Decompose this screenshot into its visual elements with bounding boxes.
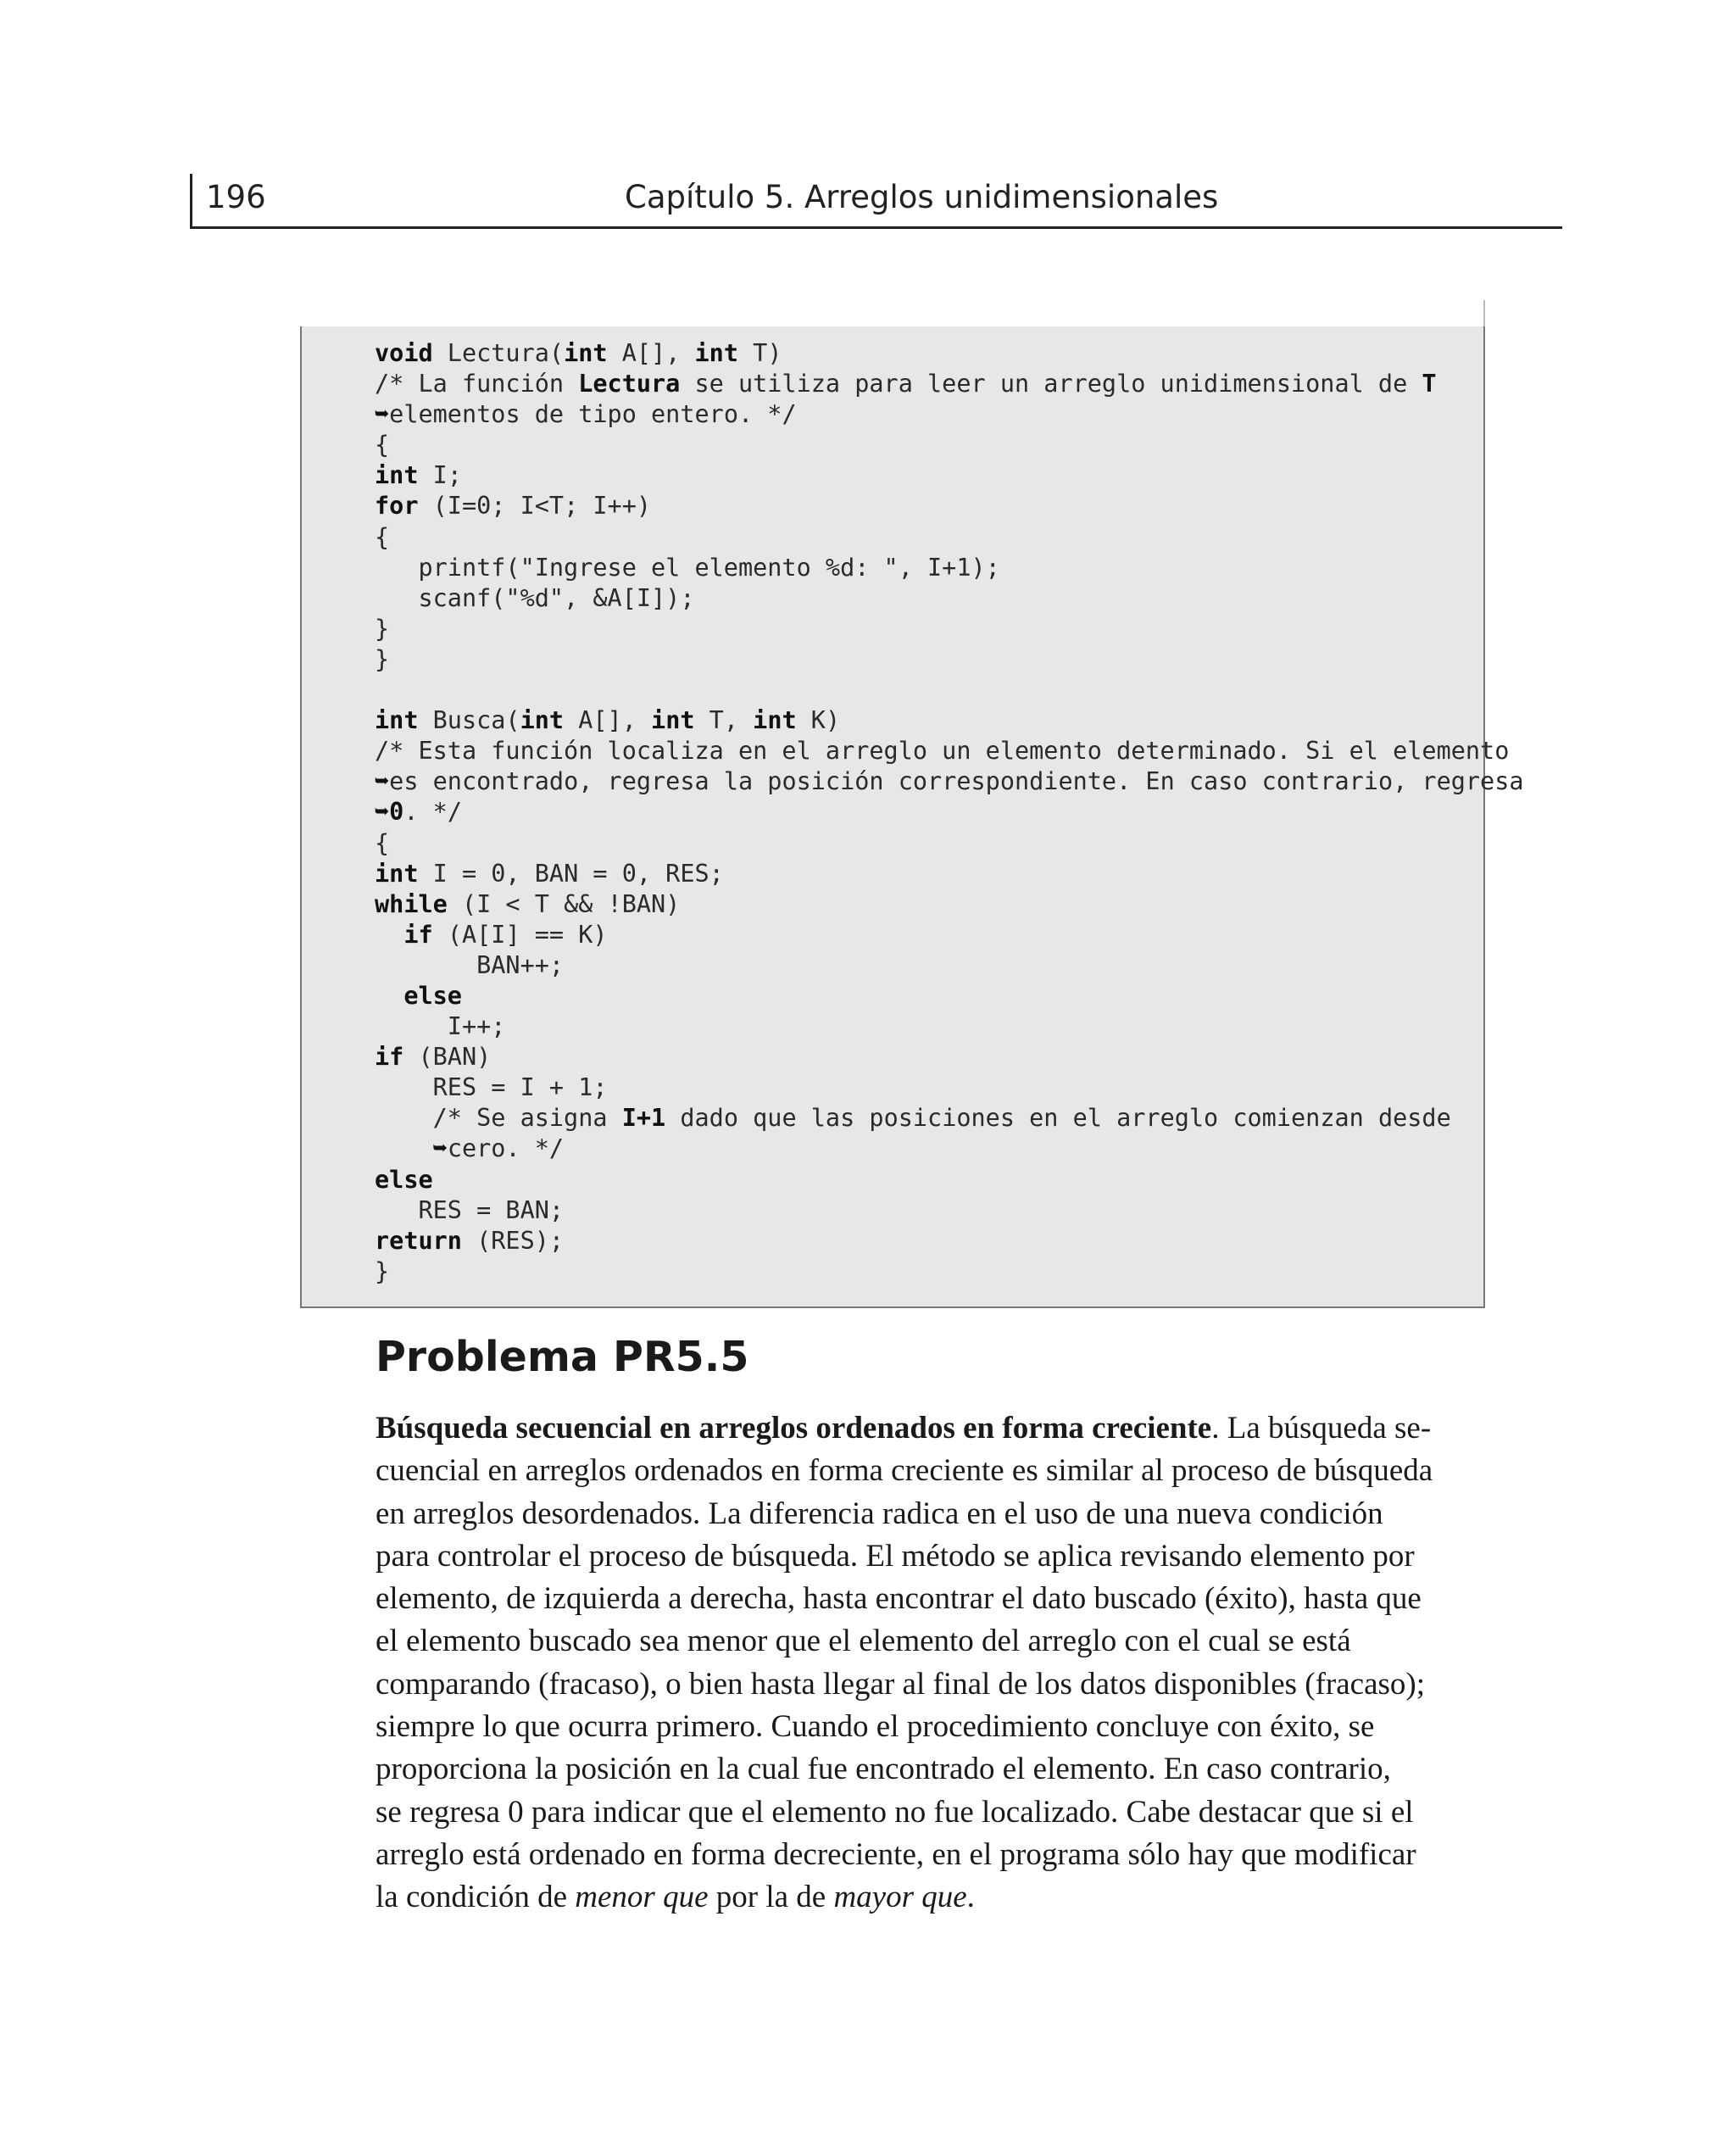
emphasis-menor-que: menor que	[575, 1880, 709, 1915]
text-line: comparando (fracaso), o bien hasta llegar al final de los datos disponibles (fracaso);	[376, 1666, 1426, 1702]
text-line: cuencial en arreglos ordenados en forma creciente es similar al proceso de búsqueda	[376, 1453, 1433, 1489]
text-line: en arreglos desordenados. La diferencia radica en el uso de una nueva condición	[376, 1496, 1383, 1531]
text-line: para controlar el proceso de búsqueda. El método se aplica revisando elemento por	[376, 1538, 1415, 1574]
code-box-top-edge	[300, 300, 1485, 326]
text-line: se regresa 0 para indicar que el elemento no fue localizado. Cabe destacar que si el	[376, 1794, 1414, 1830]
continuation-arrow-icon: ➥	[432, 1134, 448, 1163]
problem-title: Problema PR5.5	[376, 1333, 749, 1381]
code-line: }	[375, 1256, 390, 1285]
code-line: else	[403, 981, 462, 1010]
page-number: 196	[206, 179, 266, 215]
text-line: proporciona la posición en la cual fue encontrado el elemento. En caso contrario,	[376, 1752, 1391, 1787]
code-line: void Lectura(int A[], int T)	[375, 339, 782, 367]
code-line: {	[375, 522, 390, 551]
code-line: /* La función Lectura se utiliza para leer un arreglo unidimensional de T	[375, 370, 1437, 398]
code-line: printf("Ingrese el elemento %d: ", I+1);	[375, 553, 1000, 582]
emphasis-mayor-que: mayor que	[833, 1880, 967, 1915]
code-line: int I;	[375, 461, 462, 490]
text-line: elemento, de izquierda a derecha, hasta encontrar el dato buscado (éxito), hasta que	[376, 1581, 1422, 1617]
code-listing	[375, 338, 1524, 1287]
code-line: else	[375, 1165, 433, 1194]
code-line: }	[375, 614, 390, 643]
running-title: Capítulo 5. Arreglos unidimensionales	[625, 179, 1219, 215]
continuation-arrow-icon: ➥	[375, 798, 390, 827]
code-line: RES = I + 1;	[375, 1073, 608, 1102]
code-line: int Busca(int A[], int T, int K)	[375, 706, 841, 735]
code-line: int I = 0, BAN = 0, RES;	[375, 859, 724, 888]
text-line: Búsqueda secuencial en arreglos ordenados en forma creciente. La búsqueda se-	[376, 1411, 1432, 1446]
code-line: if (BAN)	[375, 1043, 492, 1072]
text-line: siempre lo que ocurra primero. Cuando el procedimiento concluye con éxito, se	[376, 1709, 1375, 1745]
code-line: {	[375, 431, 390, 460]
code-line: /* Se asigna I+1 dado que las posiciones en el arreglo comienzan desde	[375, 1104, 1451, 1133]
code-line: }	[375, 644, 390, 673]
code-line: ➥cero. */	[432, 1134, 565, 1163]
problem-description	[376, 1407, 1486, 1919]
lead-term: Búsqueda secuencial en arreglos ordenados en forma creciente	[376, 1411, 1212, 1446]
code-line: return (RES);	[375, 1226, 565, 1255]
continuation-arrow-icon: ➥	[375, 767, 390, 796]
code-line: I++;	[375, 1012, 506, 1041]
text-line: arreglo está ordenado en forma decreciente, en el programa sólo hay que modificar	[376, 1836, 1416, 1872]
code-line: scanf("%d", &A[I]);	[375, 583, 695, 612]
code-line: for (I=0; I<T; I++)	[375, 492, 652, 521]
text-line: el elemento buscado sea menor que el elemento del arreglo con el cual se está	[376, 1624, 1351, 1659]
code-line: while (I < T && !BAN)	[375, 889, 681, 918]
text-line: la condición de menor que por la de mayor que.	[376, 1880, 975, 1915]
running-header	[190, 174, 1562, 229]
code-line: BAN++;	[375, 950, 565, 979]
code-line: /* Esta función localiza en el arreglo un elemento determinado. Si el elemento	[375, 737, 1510, 766]
code-line: ➥elementos de tipo entero. */	[375, 400, 797, 429]
continuation-arrow-icon: ➥	[375, 400, 390, 429]
code-line: {	[375, 828, 390, 857]
code-line: ➥es encontrado, regresa la posición correspondiente. En caso contrario, regresa	[375, 767, 1524, 796]
code-line: ➥0. */	[375, 798, 462, 827]
code-line: RES = BAN;	[375, 1195, 565, 1224]
code-listing-box	[300, 326, 1524, 1308]
code-line: if (A[I] == K)	[403, 920, 608, 949]
